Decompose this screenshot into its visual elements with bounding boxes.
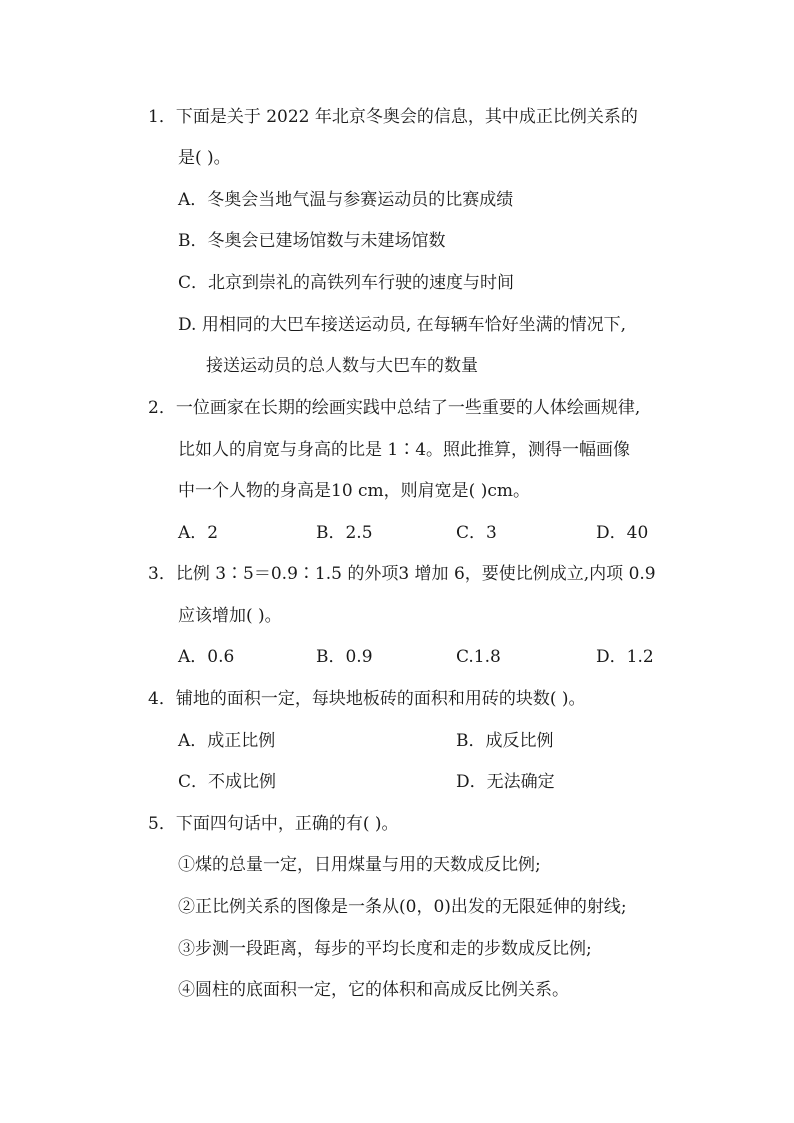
- q4-option-d[interactable]: D．无法确定: [456, 772, 555, 792]
- q1-stem-line-2: 是( )。: [178, 148, 231, 168]
- q3-option-d[interactable]: D．1.2: [596, 647, 654, 667]
- q1-option-a[interactable]: A．冬奥会当地气温与参赛运动员的比赛成绩: [178, 190, 514, 210]
- q3-stem-line-1: 3．比例 3∶5＝0.9∶1.5 的外项3 增加 6，要使比例成立,内项 0.9: [148, 564, 656, 584]
- q1-option-d-continued: 接送运动员的总人数与大巴车的数量: [206, 356, 478, 376]
- q5-statement-4: ④圆柱的底面积一定，它的体积和高成反比例关系。: [178, 980, 569, 1000]
- q4-option-c[interactable]: C．不成比例: [178, 772, 277, 792]
- q2-option-a[interactable]: A．2: [178, 523, 219, 543]
- q4-stem-line-1: 4．铺地的面积一定，每块地板砖的面积和用砖的块数( )。: [148, 689, 586, 709]
- q2-stem-line-1: 2．一位画家在长期的绘画实践中总结了一些重要的人体绘画规律,: [148, 398, 641, 418]
- q5-statement-3: ③步测一段距离，每步的平均长度和走的步数成反比例;: [178, 939, 592, 959]
- q1-option-b[interactable]: B．冬奥会已建场馆数与未建场馆数: [178, 231, 446, 251]
- q3-option-c[interactable]: C.1.8: [456, 647, 501, 667]
- q3-stem-line-2: 应该增加( )。: [178, 606, 282, 626]
- q2-stem-line-2: 比如人的肩宽与身高的比是 1∶4。照此推算，测得一幅画像: [178, 440, 631, 460]
- q1-stem-line-1: 1．下面是关于 2022 年北京冬奥会的信息，其中成正比例关系的: [148, 107, 638, 127]
- q1-option-c[interactable]: C．北京到崇礼的高铁列车行驶的速度与时间: [178, 273, 515, 293]
- q5-stem-line-1: 5．下面四句话中，正确的有( )。: [148, 814, 399, 834]
- q5-statement-1: ①煤的总量一定，日用煤量与用的天数成反比例;: [178, 855, 541, 875]
- q2-option-d[interactable]: D．40: [596, 523, 649, 543]
- q1-option-d[interactable]: D. 用相同的大巴车接送运动员, 在每辆车恰好坐满的情况下,: [178, 315, 627, 335]
- q3-option-a[interactable]: A．0.6: [178, 647, 235, 667]
- q4-option-a[interactable]: A．成正比例: [178, 731, 276, 751]
- q2-option-b[interactable]: B．2.5: [316, 523, 373, 543]
- q5-statement-2: ②正比例关系的图像是一条从(0，0)出发的无限延伸的射线;: [178, 897, 627, 917]
- q2-stem-line-3: 中一个人物的身高是10 cm，则肩宽是( )cm。: [178, 481, 530, 501]
- q2-option-c[interactable]: C．3: [456, 523, 497, 543]
- q3-option-b[interactable]: B．0.9: [316, 647, 373, 667]
- q4-option-b[interactable]: B．成反比例: [456, 731, 554, 751]
